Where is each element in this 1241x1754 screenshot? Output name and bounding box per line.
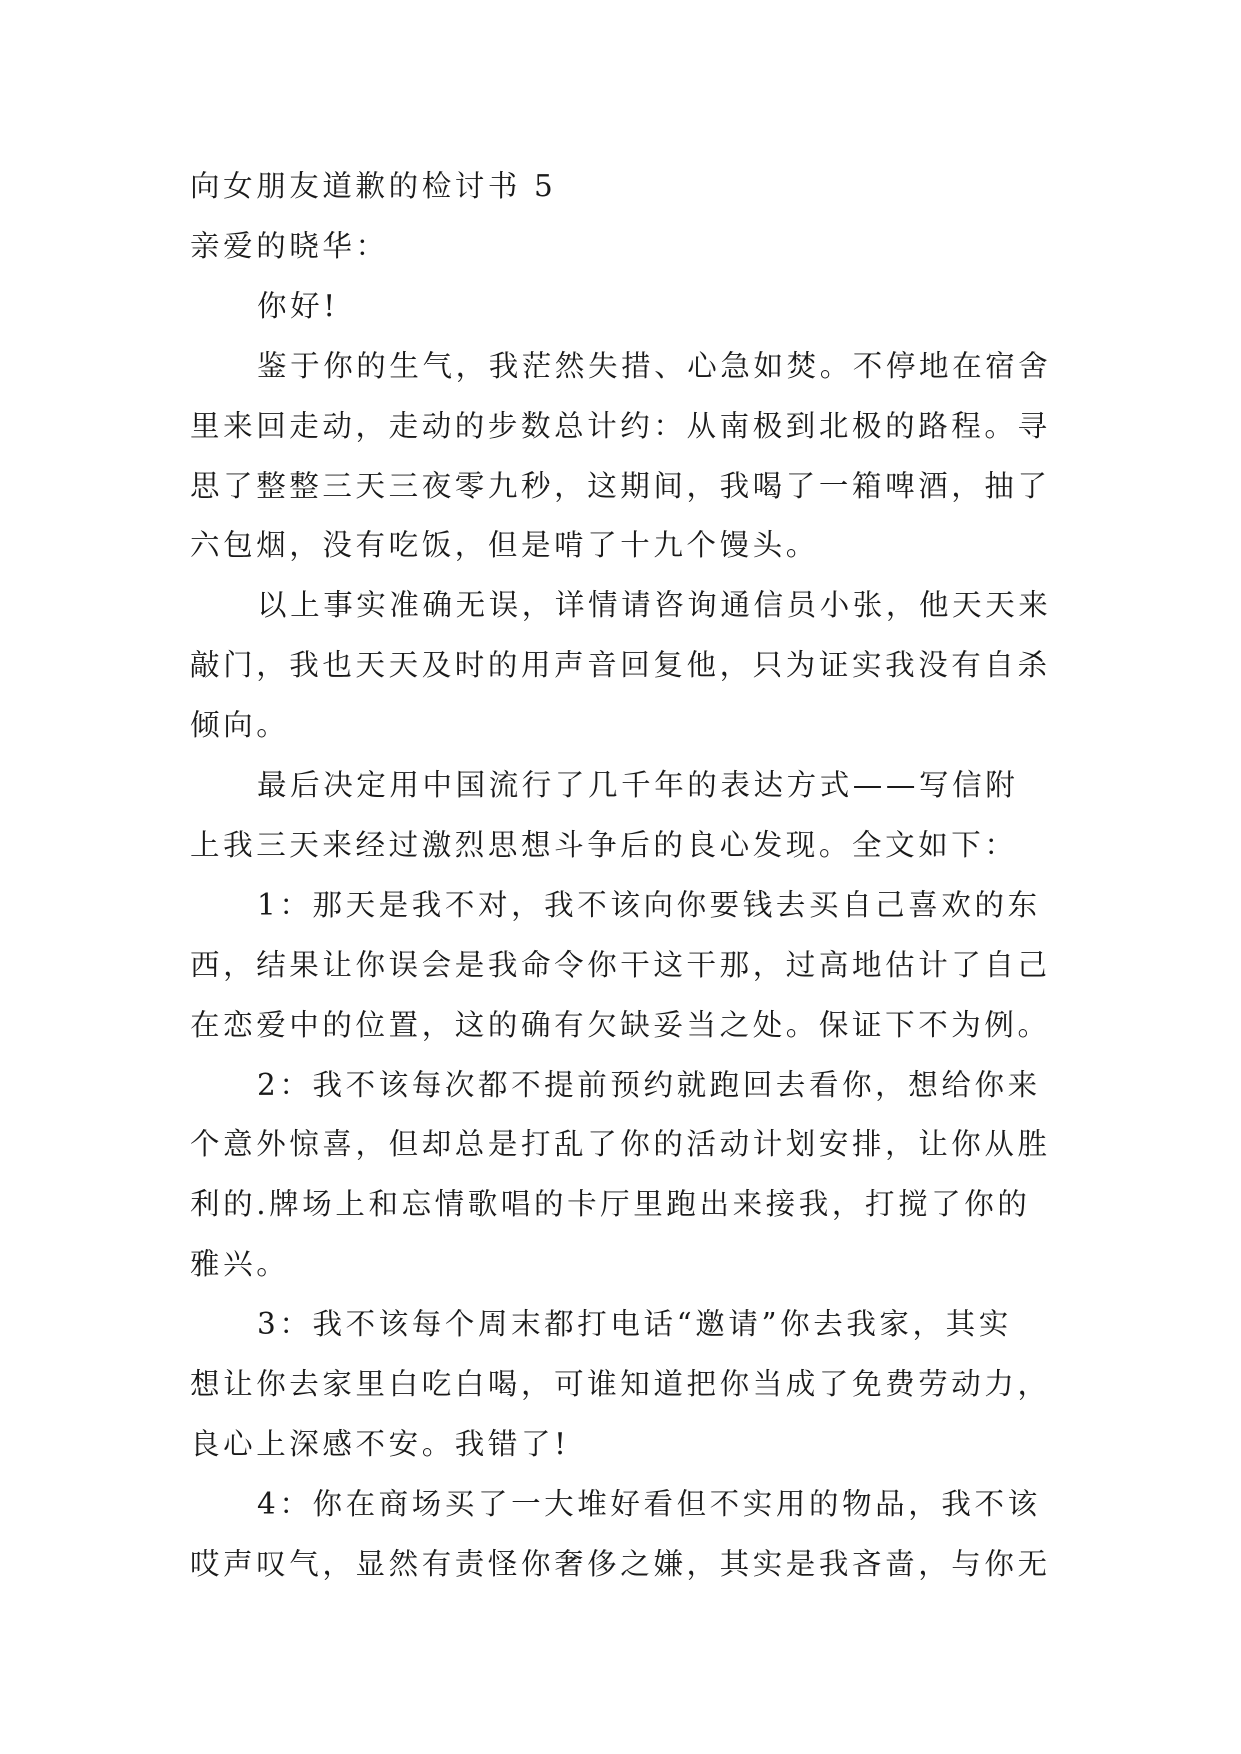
body-line: 里来回走动，走动的步数总计约：从南极到北极的路程。寻 [190, 409, 1051, 443]
body-line: 雅兴。 [190, 1247, 290, 1281]
body-line: 2：我不该每次都不提前预约就跑回去看你，想给你来 [257, 1068, 1041, 1102]
greeting: 你好! [257, 289, 339, 323]
salutation: 亲爱的晓华： [190, 229, 389, 263]
body-line: 1：那天是我不对，我不该向你要钱去买自己喜欢的东 [257, 888, 1041, 922]
body-line: 最后决定用中国流行了几千年的表达方式——写信附 [257, 768, 1019, 802]
body-line: 以上事实准确无误，详情请咨询通信员小张，他天天来 [257, 588, 1052, 622]
body-line: 鉴于你的生气，我茫然失措、心急如焚。不停地在宿舍 [257, 349, 1052, 383]
body-line: 六包烟，没有吃饭，但是啃了十九个馒头。 [190, 528, 819, 562]
body-line: 4：你在商场买了一大堆好看但不实用的物品，我不该 [257, 1487, 1041, 1521]
body-line: 想让你去家里白吃白喝，可谁知道把你当成了免费劳动力， [190, 1367, 1051, 1401]
body-line: 倾向。 [190, 708, 290, 742]
body-line: 上我三天来经过激烈思想斗争后的良心发现。全文如下： [190, 828, 1018, 862]
body-line: 良心上深感不安。我错了! [190, 1427, 570, 1461]
body-line: 思了整整三天三夜零九秒，这期间，我喝了一箱啤酒，抽了 [190, 469, 1051, 503]
body-line: 利的.牌场上和忘情歌唱的卡厅里跑出来接我，打搅了你的 [190, 1187, 1031, 1221]
body-line: 在恋爱中的位置，这的确有欠缺妥当之处。保证下不为例。 [190, 1008, 1051, 1042]
body-line: 3：我不该每个周末都打电话“邀请”你去我家，其实 [257, 1307, 1012, 1341]
document-title: 向女朋友道歉的检讨书 5 [190, 169, 557, 203]
body-line: 哎声叹气，显然有责怪你奢侈之嫌，其实是我吝啬，与你无 [190, 1547, 1051, 1581]
body-line: 西，结果让你误会是我命令你干这干那，过高地估计了自己 [190, 948, 1051, 982]
body-line: 敲门，我也天天及时的用声音回复他，只为证实我没有自杀 [190, 648, 1051, 682]
body-line: 个意外惊喜，但却总是打乱了你的活动计划安排，让你从胜 [190, 1127, 1051, 1161]
